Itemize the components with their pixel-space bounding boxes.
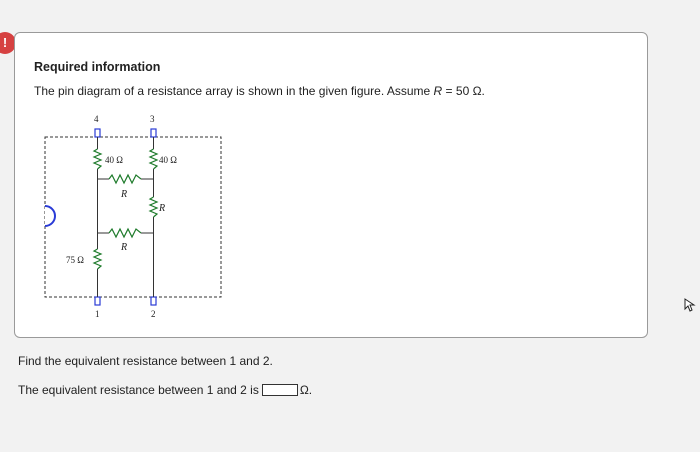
resistor-r-upper bbox=[109, 175, 141, 183]
label-left-top-resistor: 40 Ω bbox=[105, 155, 123, 165]
label-left-bottom-resistor: 75 Ω bbox=[66, 255, 84, 265]
answer-input[interactable] bbox=[262, 384, 298, 396]
pin-label-2: 2 bbox=[151, 309, 156, 319]
assumption-value: = 50 Ω. bbox=[442, 84, 485, 98]
mouse-pointer-icon bbox=[684, 298, 696, 312]
pin-3-tab bbox=[151, 129, 156, 137]
description-text: The pin diagram of a resistance array is shown in the given figure. Assume bbox=[34, 84, 431, 98]
resistor-75-left bbox=[94, 249, 101, 269]
pin-label-3: 3 bbox=[150, 114, 155, 124]
pin-label-4: 4 bbox=[94, 114, 99, 124]
resistor-40-left bbox=[94, 149, 101, 169]
pin-2-tab bbox=[151, 297, 156, 305]
package-outline bbox=[45, 137, 221, 297]
label-right-mid-resistor: R bbox=[159, 203, 166, 214]
pin-diagram bbox=[39, 109, 239, 324]
answer-line bbox=[18, 383, 312, 397]
pin-4-tab bbox=[95, 129, 100, 137]
assumption-variable: R bbox=[433, 84, 443, 98]
answer-unit: Ω. bbox=[299, 383, 313, 397]
answer-prefix: The equivalent resistance between 1 and 2 is bbox=[18, 383, 259, 397]
required-information-card bbox=[14, 32, 648, 338]
package-notch bbox=[45, 206, 55, 226]
resistor-r-right bbox=[150, 197, 157, 217]
label-right-top-resistor: 40 Ω bbox=[159, 155, 177, 165]
label-mid-upper-resistor: R bbox=[121, 189, 128, 200]
pin-label-1: 1 bbox=[95, 309, 100, 319]
alert-icon: ! bbox=[0, 32, 16, 54]
card-description bbox=[34, 84, 485, 98]
card-title: Required information bbox=[34, 60, 161, 74]
label-mid-lower-resistor: R bbox=[121, 242, 128, 253]
question-prompt: Find the equivalent resistance between 1 and 2. bbox=[18, 354, 273, 368]
resistor-40-right bbox=[150, 149, 157, 169]
pin-1-tab bbox=[95, 297, 100, 305]
resistor-r-lower bbox=[109, 229, 141, 237]
